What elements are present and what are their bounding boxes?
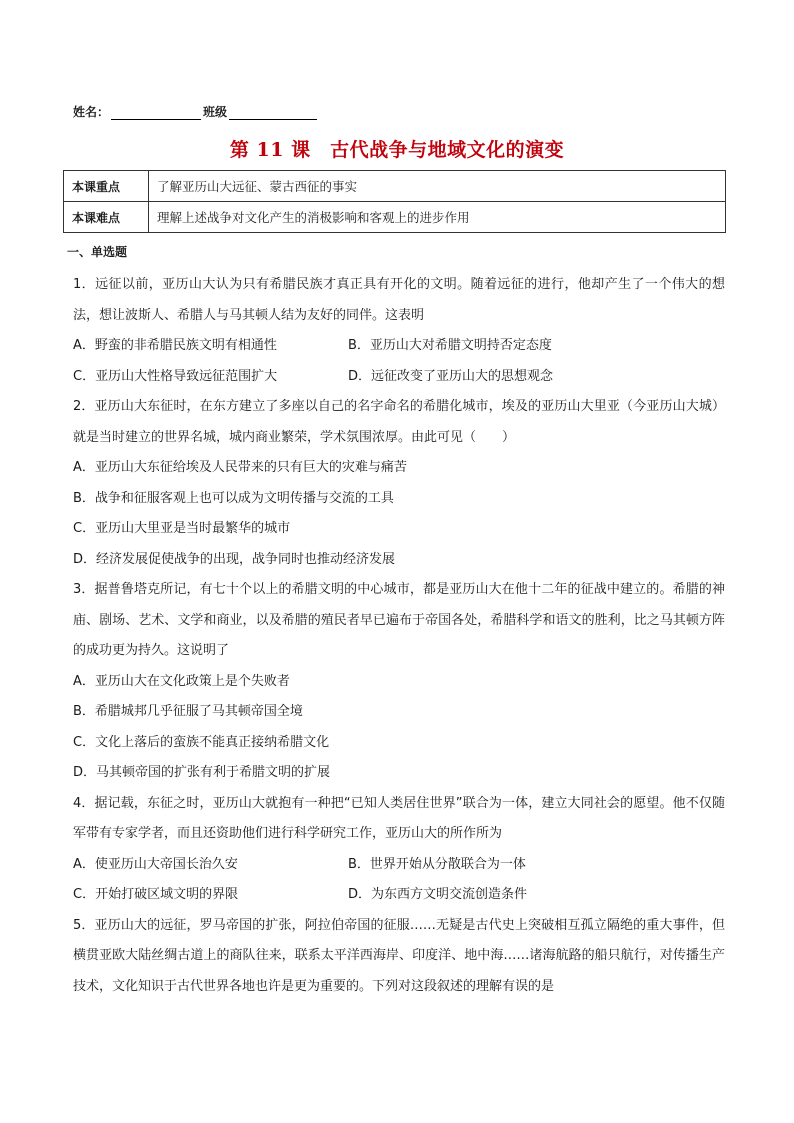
question-stem: 4．据记载，东征之时，亚历山大就抱有一种把“已知人类居住世界”联合为一体，建立大同社会的愿望。他不仅随军带有专家学者，而且还资助他们进行科学研究工作，亚历山大的所作所为 [73,795,725,841]
difficulty-value: 理解上述战争对文化产生的消极影响和客观上的进步作用 [149,202,726,233]
key-point-value: 了解亚历山大远征、蒙古西征的事实 [149,171,726,202]
option-a[interactable]: A．亚历山大在文化政策上是个失败者 [73,673,290,689]
section-heading: 一、单选题 [67,245,128,259]
option-c[interactable]: C．开始打破区域文明的界限 [73,887,239,902]
lesson-title: 第 11 课 古代战争与地域文化的演变 [229,139,565,161]
option-a[interactable]: A．使亚历山大帝国长治久安 [73,856,238,872]
option-d[interactable]: D．远征改变了亚历山大的思想观念 [348,368,554,384]
lesson-key-points-table [63,170,726,233]
name-blank[interactable] [111,106,201,120]
class-blank[interactable] [229,106,317,120]
option-d[interactable]: D．经济发展促使战争的出现，战争同时也推动经济发展 [73,551,396,567]
question-stem: 2．亚历山大东征时，在东方建立了多座以自己的名字命名的希腊化城市，埃及的亚历山大里亚（今亚历山大城）就是当时建立的世界名城，城内商业繁荣，学术氛围浓厚。由此可见（ ） [73,399,725,445]
question-2 [73,392,725,575]
question-list [73,270,725,1002]
option-c[interactable]: C．亚历山大性格导致远征范围扩大 [73,368,278,384]
option-b[interactable]: B．世界开始从分散联合为一体 [348,856,526,872]
question-stem: 1．远征以前，亚历山大认为只有希腊民族才真正具有开化的文明。随着远征的进行，他却产生了一个伟大的想法，想让波斯人、希腊人与马其顿人结为友好的同伴。这表明 [73,277,725,323]
question-5 [73,911,725,1003]
option-d[interactable]: D．马其顿帝国的扩张有利于希腊文明的扩展 [73,765,331,780]
option-d[interactable]: D．为东西方文明交流创造条件 [348,887,528,902]
question-1 [73,270,725,392]
option-group [73,850,725,911]
option-c[interactable]: C．亚历山大里亚是当时最繁华的城市 [73,521,291,536]
option-a[interactable]: A．野蛮的非希腊民族文明有相通性 [73,338,277,353]
table-row [64,202,726,233]
question-3 [73,575,725,789]
option-b[interactable]: B．亚历山大对希腊文明持否定态度 [348,338,552,353]
option-group [73,331,725,392]
difficulty-label: 本课难点 [64,202,149,233]
question-stem: 5．亚历山大的远征，罗马帝国的扩张，阿拉伯帝国的征服……无疑是古代史上突破相互孤立隔绝的重大事件，但横贯亚欧大陆丝绸古道上的商队往来，联系太平洋西海岸、印度洋、地中海……诸海航路的船只航行，对传播生产技术，文化知识于古代世界各地也许是更为重要的。下列对这段叙述的理解有误的是 [73,917,725,994]
option-c[interactable]: C．文化上落后的蛮族不能真正接纳希腊文化 [73,734,330,750]
option-b[interactable]: B．战争和征服客观上也可以成为文明传播与交流的工具 [73,490,394,506]
name-label: 姓名： [73,105,110,119]
key-point-label: 本课重点 [64,171,149,202]
option-a[interactable]: A．亚历山大东征给埃及人民带来的只有巨大的灾难与痛苦 [73,460,407,475]
student-info-line [73,103,319,120]
option-b[interactable]: B．希腊城邦几乎征服了马其顿帝国全境 [73,704,303,719]
question-stem: 3．据普鲁塔克所记，有七十个以上的希腊文明的中心城市，都是亚历山大在他十二年的征战中建立的。希腊的神庙、剧场、艺术、文学和商业，以及希腊的殖民者早已遍布于帝国各处，希腊科学和语文的胜利，比之马其顿方阵的成功更为持久。这说明了 [73,582,725,658]
table-row [64,171,726,202]
question-4 [73,789,725,911]
class-label: 班级 [203,105,228,119]
